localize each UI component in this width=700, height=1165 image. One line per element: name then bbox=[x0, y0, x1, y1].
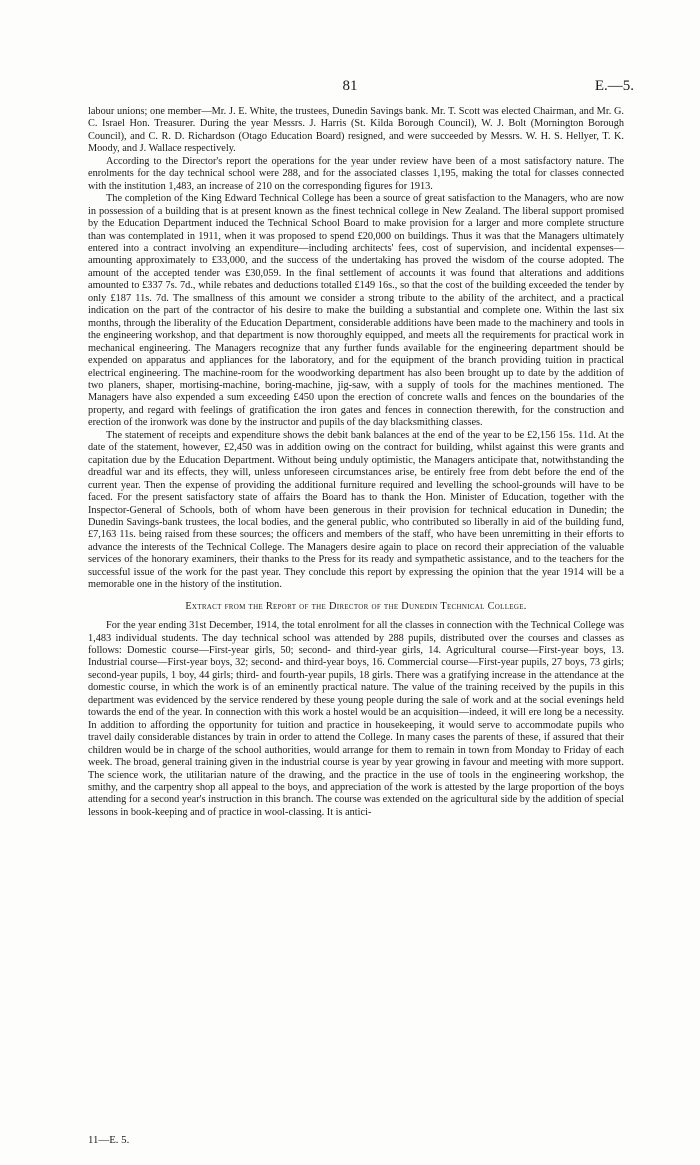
page-number: 81 bbox=[342, 78, 358, 94]
document-body bbox=[88, 106, 624, 819]
paragraph-financial-statement: The statement of receipts and expenditure shows the debit bank balances at the end of the year to be £2,156 15s. 11d. At the date of the statement, however, £2,450 was in addition owing on the contract for building, whilst against this were grants and capitation due by the Education Department. Without being unduly optimistic, the Managers anticipate that, notwithstanding the dreadful war and its effects, they will, unless unforeseen circumstances arise, be entirely free from debt before the end of the current year. Then the expense of providing the additional furniture required and levelling the school-grounds will have to be faced. For the present satisfactory state of affairs the Board has to thank the Hon. Minister of Education, together with the Inspector-General of Schools, both of whom have been generous in their provision for technical education in Dunedin; the Dunedin Savings-bank trustees, the local bodies, and the general public, who contributed so liberally in aid of the building fund, £7,163 11s. being raised from these sources; the officers and members of the staff, who have been unremitting in their efforts to advance the interests of the Technical College. The Managers desire again to place on record their appreciation of the valuable services of the honorary examiners, their thanks to the Press for its ready and sympathetic assistance, and to the teachers for the successful issue of the work for the past year. They conclude this report by expressing the opinion that the year 1914 will be a memorable one in the history of the institution. bbox=[88, 429, 624, 591]
paragraph-college-completion: The completion of the King Edward Technical College has been a source of great satisfaction to the Managers, who are now in possession of a building that is at present known as the finest technical college in New Zealand. The liberal support promised by the Education Department induced the Technical School Board to make provision for a larger and more complete structure than was contemplated in 1911, when it was proposed to spend £20,000 on buildings. Thus it was that the Managers ultimately entered into a contract involving an expenditure—including architects' fees, cost of supervision, and incidental expenses—amounting approximately to £33,000, and the success of the undertaking has proved the wisdom of the course adopted. The amount of the accepted tender was £30,059. In the final settlement of accounts it was found that alterations and additions amounted to £337 7s. 7d., while rebates and deductions totalled £149 16s., so that the cost of the building exceeded the tender by only £187 11s. 7d. The smallness of this amount we consider a strong tribute to the ability of the architect, and a practical indication on the part of the contractor of his desire to make the building a substantial and complete one. Within the last six months, through the liberality of the Education Department, considerable additions have been made to the machinery and tools in the engineering workshop, and that department is now thoroughly equipped, and meets all the requirements for practical work in mechanical engineering. The Managers recognize that any further funds available for the engineering department should be expended on apparatus and appliances for the laboratory, and for the equipment of the branch providing tuition in practical electrical engineering. The machine-room for the woodworking department has also been brought up to date by the addition of two planers, shaper, mortising-machine, boring-machine, jig-saw, with a supply of tools for the machines mentioned. The Managers have also expended a sum exceeding £450 upon the erection of concrete walls and fences on the boundaries of the property, and regard with feelings of gratification the iron gates and fences in connection therewith, for the construction and erection of the ironwork was done by the instructor and pupils of the day blacksmithing classes. bbox=[88, 193, 624, 429]
paragraph-board-members: labour unions; one member—Mr. J. E. White, the trustees, Dunedin Savings bank. Mr. T. Scott was elected Chairman, and Mr. G. C. Israel Hon. Treasurer. During the year Messrs. J. Harris (St. Kilda Borough Council), W. J. Bolt (Mornington Borough Council), and C. R. D. Richardson (Otago Education Board) resigned, and were succeeded by Messrs. W. H. S. Hellyer, T. K. Moody, and J. Wallace respectively. bbox=[88, 106, 624, 155]
page-header bbox=[0, 78, 700, 100]
paragraph-enrolment-report: For the year ending 31st December, 1914, the total enrolment for all the classes in connection with the Technical College was 1,483 individual students. The day technical school was attended by 288 pupils, distributed over the courses and classes as follows: Domestic course—First-year girls, 50; second- and third-year girls, 14. Agricultural course—First-year boys, 13. Industrial course—First-year boys, 32; second- and third-year boys, 16. Commercial course—First-year pupils, 27 boys, 73 girls; second-year pupils, 1 boy, 44 girls; third- and fourth-year pupils, 18 girls. There was a gratifying increase in the attendance at the domestic course, in which the work is of an eminently practical nature. The value of the training received by the pupils in this department was evidenced by the service rendered by these young people during the sale of work and at the social evenings held towards the end of the year. In connection with this work a hostel would be an acquisition—indeed, it will ere long be a necessity. In addition to affording the opportunity for tuition and practice in housekeeping, it would serve to accommodate pupils who travel daily considerable distances by train in order to attend the College. In many cases the parents of these, if assured that their children would be in charge of the school authorities, would arrange for them to remain in town from Monday to Friday of each week. The broad, general training given in the industrial course is year by year growing in favour and meeting with more support. The science work, the utilitarian nature of the drawing, and the practice in the use of tools in the engineering workshop, the smithy, and the carpentry shop all appeal to the boys, and appreciation of the work is attested by the large proportion of the boys attending for a second year's instruction in this branch. The course was extended on the agricultural side by the addition of special lessons in book-keeping and of practice in wool-classing. It is antici- bbox=[88, 620, 624, 818]
signature-mark: 11—E. 5. bbox=[88, 1134, 130, 1146]
section-heading: Extract from the Report of the Director of the Dunedin Technical College. bbox=[185, 600, 527, 612]
paragraph-directors-report: According to the Director's report the operations for the year under review have been of a most satisfactory nature. The enrolments for the day technical school were 288, and for the associated classes 1,195, making the total for classes connected with the institution 1,483, an increase of 210 on the corresponding figures for 1913. bbox=[88, 155, 624, 192]
document-reference-code: E.—5. bbox=[594, 78, 634, 94]
